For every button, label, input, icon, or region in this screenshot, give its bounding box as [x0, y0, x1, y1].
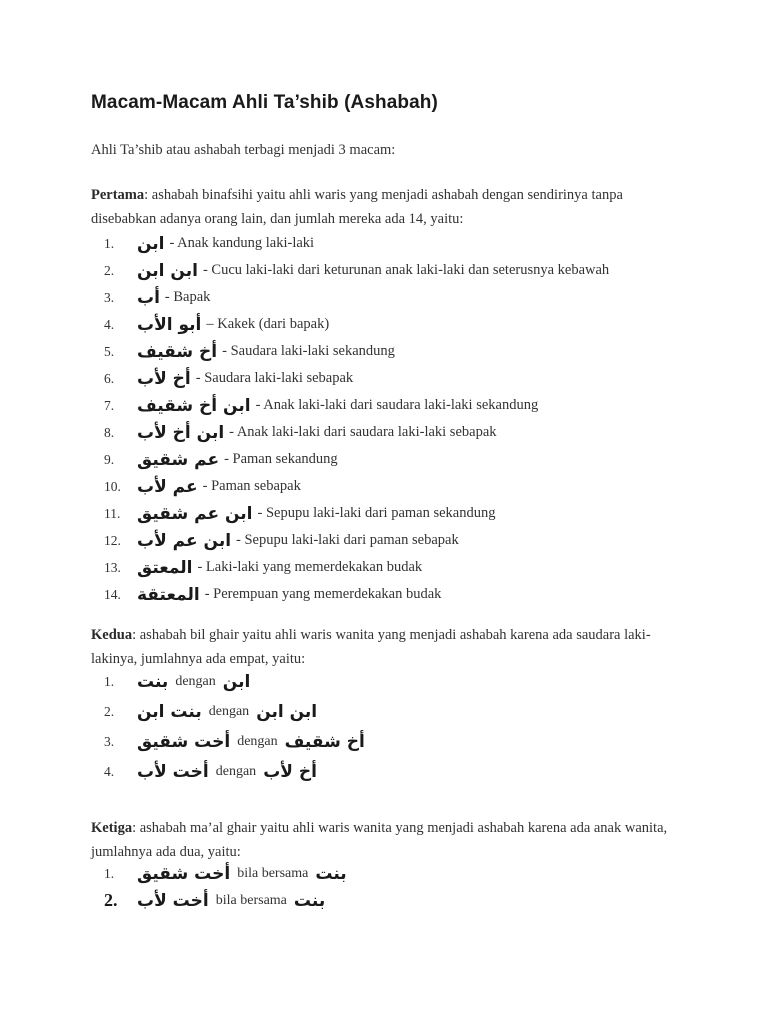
- arabic-term: أخت شقيق: [137, 732, 231, 752]
- arabic-term: عم شقيق: [137, 449, 220, 470]
- list-item: 8. ابن أخ لأب - Anak laki-laki dari saudara laki-laki sebapak: [104, 422, 497, 443]
- arabic-term: ابن ابن: [256, 702, 318, 722]
- list-item: 3. أخت شقيق dengan أخ شقيف: [104, 732, 365, 752]
- arabic-term: المعتقة: [137, 584, 200, 605]
- arabic-term: بنت: [315, 863, 347, 884]
- arabic-term: ابن أخ لأب: [137, 422, 225, 443]
- list-item: 12. ابن عم لأب - Sepupu laki-laki dari paman sebapak: [104, 530, 459, 551]
- arabic-term: بنت: [137, 672, 169, 692]
- arabic-term: أخت لأب: [137, 762, 209, 782]
- intro-paragraph: Ahli Ta’shib atau ashabah terbagi menjadi 3 macam:: [91, 142, 396, 158]
- list-item: 6. أخ لأب - Saudara laki-laki sebapak: [104, 368, 354, 389]
- kedua-paragraph: [91, 623, 681, 671]
- arabic-term: أخ لأب: [137, 368, 191, 389]
- pertama-text: : ashabah binafsihi yaitu ahli waris yang menjadi ashabah dengan sendirinya tanpa disebabkan adanya orang lain, dan jumlah mereka ada 14, yaitu:: [91, 187, 623, 227]
- arabic-term: ابن عم شقيق: [137, 503, 253, 524]
- kedua-label: Kedua: [91, 627, 133, 643]
- arabic-term: أخ شقيف: [137, 341, 218, 362]
- arabic-term: أخ لأب: [263, 762, 317, 782]
- arabic-term: ابن: [222, 672, 251, 692]
- pertama-paragraph: [91, 183, 681, 231]
- list-item: 13. المعتق - Laki-laki yang memerdekakan budak: [104, 557, 423, 578]
- list-item: 4. أبو الأب – Kakek (dari bapak): [104, 314, 330, 335]
- list-item: 2. ابن ابن - Cucu laki-laki dari keturunan anak laki-laki dan seterusnya kebawah: [104, 260, 610, 281]
- list-item: 10. عم لأب - Paman sebapak: [104, 476, 301, 497]
- ketiga-label: Ketiga: [91, 820, 133, 836]
- arabic-term: أب: [137, 287, 160, 308]
- arabic-term: أخت لأب: [137, 890, 209, 911]
- list-item: 5. أخ شقيف - Saudara laki-laki sekandung: [104, 341, 395, 362]
- list-item: 9. عم شقيق - Paman sekandung: [104, 449, 338, 470]
- list-item: 14. المعتقة - Perempuan yang memerdekakan budak: [104, 584, 442, 605]
- arabic-term: ابن أخ شقيف: [137, 395, 251, 416]
- ketiga-paragraph: [91, 816, 681, 864]
- arabic-term: بنت ابن: [137, 702, 202, 722]
- list-item: 1. بنت dengan ابن: [104, 672, 251, 692]
- arabic-term: عم لأب: [137, 476, 198, 497]
- list-item: 2. بنت ابن dengan ابن ابن: [104, 702, 318, 722]
- arabic-term: أخ شقيف: [284, 732, 365, 752]
- ketiga-list: [104, 860, 347, 914]
- list-item: 4. أخت لأب dengan أخ لأب: [104, 762, 317, 782]
- list-item: 1. ابن - Anak kandung laki-laki: [104, 233, 315, 254]
- arabic-term: أبو الأب: [137, 314, 202, 335]
- list-item: 7. ابن أخ شقيف - Anak laki-laki dari saudara laki-laki sekandung: [104, 395, 539, 416]
- list-item: 11. ابن عم شقيق - Sepupu laki-laki dari paman sekandung: [104, 503, 496, 524]
- page-title: Macam-Macam Ahli Ta’shib (Ashabah): [91, 92, 438, 113]
- arabic-term: ابن: [137, 233, 165, 254]
- list-item: 2. أخت لأب bila bersama بنت: [104, 890, 326, 911]
- pertama-list: [104, 230, 609, 608]
- arabic-term: بنت: [293, 890, 326, 911]
- arabic-term: أخت شقيق: [137, 863, 231, 884]
- ketiga-text: : ashabah ma’al ghair yaitu ahli waris wanita yang menjadi ashabah karena ada anak wanita, jumlahnya ada dua, yaitu:: [91, 820, 668, 860]
- kedua-text: : ashabah bil ghair yaitu ahli waris wanita yang menjadi ashabah karena ada saudara laki-lakinya, jumlahnya ada empat, yaitu:: [91, 627, 651, 667]
- kedua-list: [104, 667, 365, 787]
- pertama-label: Pertama: [91, 187, 145, 203]
- list-item: 1. أخت شقيق bila bersama بنت: [104, 863, 347, 884]
- arabic-term: المعتق: [137, 557, 193, 578]
- list-item: 3. أب - Bapak: [104, 287, 211, 308]
- arabic-term: ابن عم لأب: [137, 530, 232, 551]
- arabic-term: ابن ابن: [137, 260, 198, 281]
